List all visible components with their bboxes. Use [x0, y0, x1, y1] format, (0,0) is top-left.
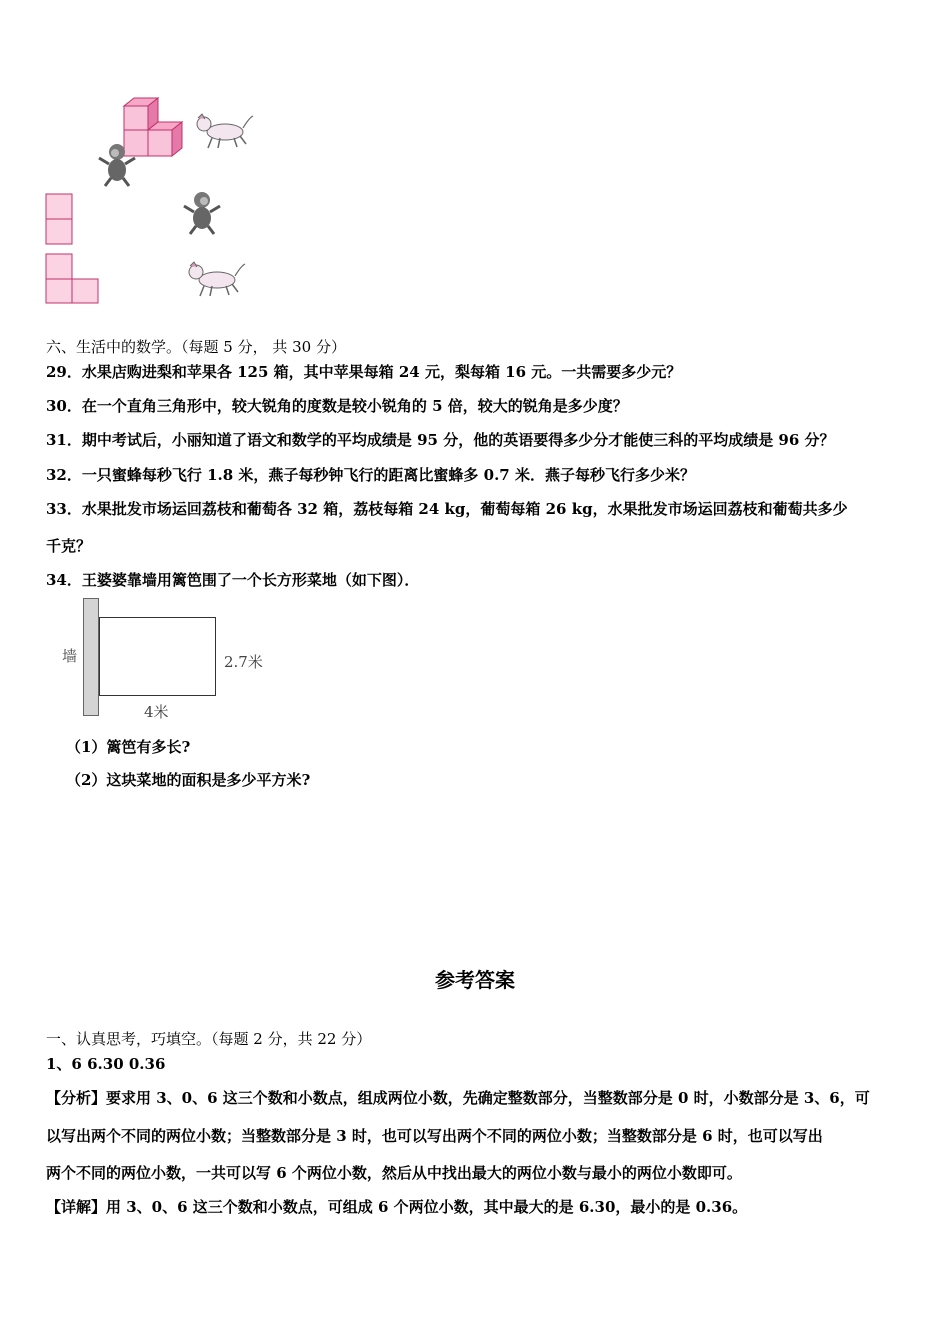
detail: 【详解】用 3、0、6 这三个数和小数点，可组成 6 个两位小数，其中最大的是 6.30，最小的是 0.36。: [46, 1198, 748, 1216]
answers-title: 参考答案: [435, 968, 515, 992]
question-33-line1: 33．水果批发市场运回荔枝和葡萄各 32 箱，荔枝每箱 24 kg，葡萄每箱 26 kg，水果批发市场运回荔枝和葡萄共多少: [46, 500, 848, 518]
question-34: 34．王婆婆靠墙用篱笆围了一个长方形菜地（如下图）．: [46, 571, 420, 589]
question-29: 29．水果店购进梨和苹果各 125 箱，其中苹果每箱 24 元，梨每箱 16 元。一共需要多少元？: [46, 363, 682, 381]
analysis-line2: 以写出两个不同的两位小数；当整数部分是 3 时，也可以写出两个不同的两位小数；当整数部分是 6 时，也可以写出: [46, 1127, 823, 1145]
dog-icon: [197, 114, 253, 148]
length-label: 4米: [144, 703, 169, 721]
question-31: 31．期中考试后，小丽知道了语文和数学的平均成绩是 95 分，他的英语要得多少分才能使三科的平均成绩是 96 分？: [46, 431, 835, 449]
answers-section-heading: 一、认真思考，巧填空。（每题 2 分，共 22 分）: [46, 1030, 372, 1048]
wall: [83, 598, 99, 716]
wall-label: 墙: [62, 647, 78, 665]
view-l-shape: [46, 254, 98, 303]
monkey-icon: [184, 192, 220, 234]
vegetable-plot: [99, 617, 216, 696]
dog-icon: [189, 262, 245, 296]
analysis-line3: 两个不同的两位小数，一共可以写 6 个两位小数，然后从中找出最大的两位小数与最小的两位小数即可。: [46, 1164, 742, 1182]
cube-views-figure: [40, 92, 270, 307]
question-30: 30．在一个直角三角形中，较大锐角的度数是较小锐角的 5 倍，较大的锐角是多少度？: [46, 397, 628, 415]
question-33-line2: 千克？: [46, 537, 92, 555]
view-two-squares: [46, 194, 72, 244]
question-34-part2: （2）这块菜地的面积是多少平方米?: [66, 771, 311, 789]
section-heading: 六、生活中的数学。（每题 5 分， 共 30 分）: [46, 338, 346, 356]
question-34-part1: （1）篱笆有多长?: [66, 738, 191, 756]
cube-stack-icon: [124, 98, 182, 156]
analysis-line1: 【分析】要求用 3、0、6 这三个数和小数点，组成两位小数，先确定整数部分，当整数部分是 0 时，小数部分是 3、6，可: [46, 1089, 870, 1107]
width-label: 2.7米: [224, 653, 263, 671]
question-32: 32．一只蜜蜂每秒飞行 1.8 米，燕子每秒钟飞行的距离比蜜蜂多 0.7 米．燕子每秒飞行多少米？: [46, 466, 695, 484]
answer-1: 1、6 6.30 0.36: [46, 1055, 166, 1073]
